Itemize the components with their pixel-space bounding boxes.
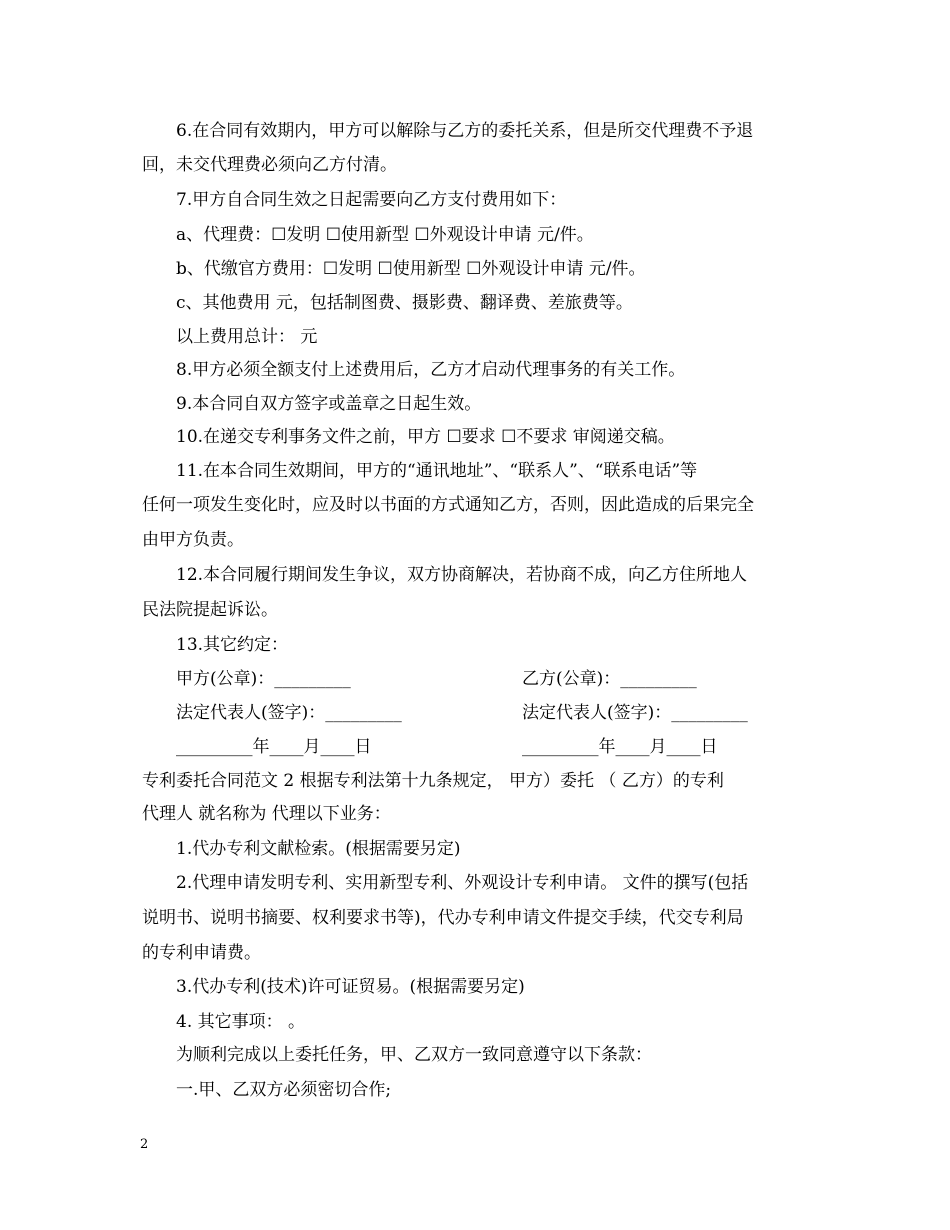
party-a-seal: 甲方(公章)：_________ [176,669,351,689]
party-a-representative: 法定代表人(签字)：_________ [176,703,402,723]
service-4: 4. 其它事项： 。 [176,1012,306,1032]
clause-13: 13.其它约定： [176,635,289,655]
service-1: 1.代办专利文献检索。(根据需要另定) [176,839,461,859]
sample-2-intro-line: 代理人 就名称为 代理以下业务： [142,804,391,824]
clause-12-line-2: 民法院提起诉讼。 [142,600,278,620]
clause-11-line-2: 任何一项发生变化时，应及时以书面的方式通知乙方，否则，因此造成的后果完全 [142,495,754,515]
party-a-date: _________年____月____日 [176,737,372,757]
service-2-line-1: 2.代理申请发明专利、实用新型专利、外观设计专利申请。 文件的撰写(包括 [176,873,749,893]
fee-agency-line: a、代理费：☐发明 ☐使用新型 ☐外观设计申请 元/件。 [176,225,594,245]
clause-6-line-2: 回，未交代理费必须向乙方付清。 [142,155,397,175]
party-b-representative: 法定代表人(签字)：_________ [522,703,748,723]
page-number: 2 [140,1137,149,1152]
service-2-line-2: 说明书、说明书摘要、权利要求书等)，代办专利申请文件提交手续，代交专利局 [142,908,744,928]
clause-11-line-3: 由甲方负责。 [142,530,244,550]
party-b-date: _________年____月____日 [522,737,718,757]
clause-9: 9.本合同自双方签字或盖章之日起生效。 [176,394,482,414]
clause-8: 8.甲方必须全额支付上述费用后，乙方才启动代理事务的有关工作。 [176,360,686,380]
sample-2-heading-line: 专利委托合同范文 2 根据专利法第十九条规定， 甲方）委托 （ 乙方）的专利 [142,771,724,791]
party-b-seal: 乙方(公章)：_________ [522,669,697,689]
term-1: 一.甲、乙双方必须密切合作; [176,1080,392,1100]
clause-7: 7.甲方自合同生效之日起需要向乙方支付费用如下： [176,190,567,210]
clause-11-line-1: 11.在本合同生效期间，甲方的“通讯地址”、“联系人”、“联系电话”等 [176,461,698,481]
clause-10: 10.在递交专利事务文件之前，甲方 ☐要求 ☐不要求 审阅递交稿。 [176,427,675,447]
fee-other-line: c、其他费用 元，包括制图费、摄影费、翻译费、差旅费等。 [176,293,633,313]
terms-intro: 为顺利完成以上委托任务，甲、乙双方一致同意遵守以下条款： [176,1045,652,1065]
fee-official-line: b、代缴官方费用：☐发明 ☐使用新型 ☐外观设计申请 元/件。 [176,259,646,279]
service-2-line-3: 的专利申请费。 [142,943,261,963]
clause-12-line-1: 12.本合同履行期间发生争议，双方协商解决，若协商不成，向乙方住所地人 [176,565,748,585]
service-3: 3.代办专利(技术)许可证贸易。(根据需要另定) [176,977,525,997]
clause-6-line-1: 6.在合同有效期内，甲方可以解除与乙方的委托关系，但是所交代理费不予退 [176,121,754,141]
fee-total-line: 以上费用总计： 元 [176,327,318,347]
